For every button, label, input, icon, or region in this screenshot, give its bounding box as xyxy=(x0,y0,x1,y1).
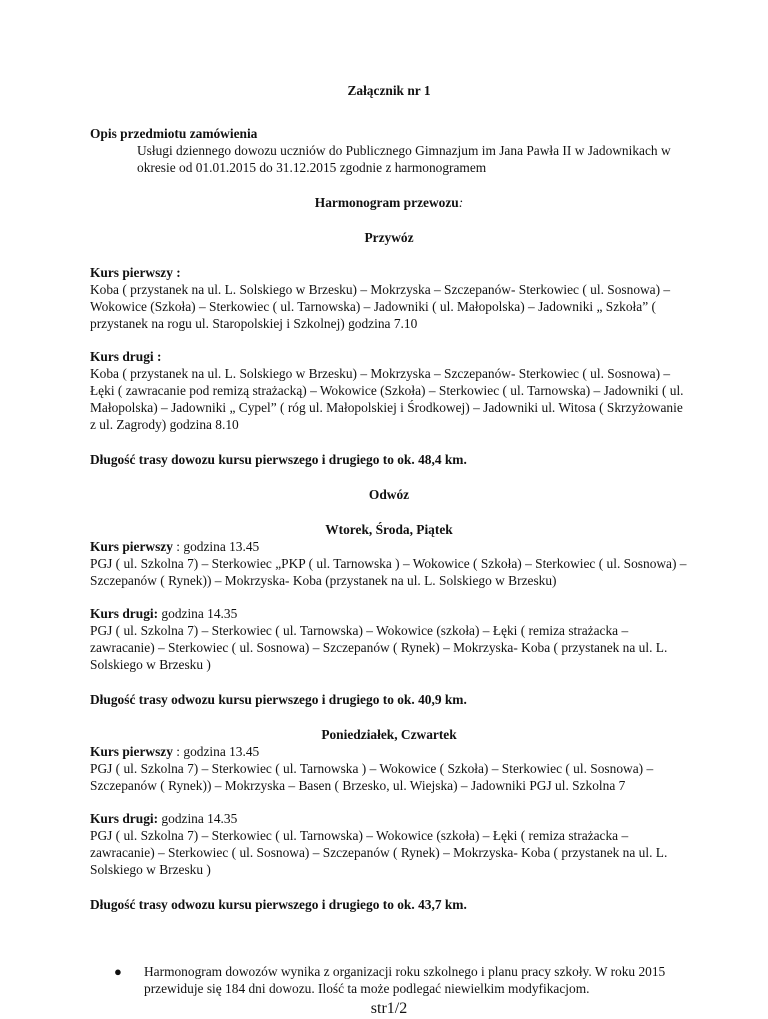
odwoz-group2-days: Poniedziałek, Czwartek xyxy=(321,727,457,742)
odwoz-heading: Odwóz xyxy=(368,487,410,502)
odwoz-group2-kurs2-label: Kurs drugi: xyxy=(90,811,159,826)
harmonogram-heading-colon: : xyxy=(458,195,464,210)
przywoz-kurs1-label: Kurs pierwszy : xyxy=(90,265,181,280)
odwoz-group2-kurs1-header xyxy=(90,743,688,760)
przywoz-kurs-pierwszy xyxy=(90,264,688,332)
harmonogram-heading-text: Harmonogram przewozu xyxy=(314,195,459,210)
page-number: str1/2 xyxy=(370,1000,408,1017)
opis-text: Usługi dziennego dowozu uczniów do Publicznego Gimnazjum im Jana Pawła II w Jadownikach w okresie od 01.01.2015 do 31.12.2015 zgodnie z harmonogramem xyxy=(137,143,671,175)
przywoz-kurs-drugi xyxy=(90,348,688,433)
odwoz-group2-kurs1-time: : godzina 13.45 xyxy=(172,744,260,759)
opis-heading: Opis przedmiotu zamówienia xyxy=(90,126,258,141)
odwoz-group1-kurs2-label: Kurs drugi: xyxy=(90,606,159,621)
przywoz-kurs1-text: Koba ( przystanek na ul. L. Solskiego w Brzesku) – Mokrzyska – Szczepanów- Sterkowiec ( ul. Sosnowa) – Wokowice (Szkoła) – Sterkowiec ( ul. Tarnowska) – Jadowniki ( ul. Małopolska) – Jadowniki „ Szkoła” ( przystanek na rogu ul. Staropolskiej i Szkolnej) godzina 7.10 xyxy=(90,282,671,331)
odwoz-group1-kurs-pierwszy xyxy=(90,538,688,589)
odwoz-group2-kurs-drugi xyxy=(90,810,688,878)
odwoz-group1-dlugosc: Długość trasy odwozu kursu pierwszego i drugiego to ok. 40,9 km. xyxy=(90,692,467,707)
note-list-item xyxy=(90,963,688,997)
odwoz-group1-kurs2-time: godzina 14.35 xyxy=(158,606,238,621)
przywoz-heading: Przywóz xyxy=(364,230,414,245)
document-title: Załącznik nr 1 xyxy=(347,83,431,98)
odwoz-group1-kurs2-header xyxy=(90,605,688,622)
odwoz-group1-kurs1-text: PGJ ( ul. Szkolna 7) – Sterkowiec „PKP ( ul. Tarnowska ) – Wokowice ( Szkoła) – Sterkowiec ( ul. Sosnowa) – Szczepanów ( Rynek)) – Mokrzyska- Koba (przystanek na ul. L. Solskiego w Brzesku) xyxy=(90,556,687,588)
odwoz-group1-days: Wtorek, Środa, Piątek xyxy=(325,522,453,537)
odwoz-group2-kurs2-text: PGJ ( ul. Szkolna 7) – Sterkowiec ( ul. Tarnowska) – Wokowice (szkoła) – Łęki ( remiza strażacka – zawracanie) – Sterkowiec ( ul. Sosnowa) – Szczepanów ( Rynek) – Mokrzyska- Koba ( przystanek na ul. L. Solskiego w Brzesku ) xyxy=(90,828,668,877)
note-text: Harmonogram dowozów wynika z organizacji roku szkolnego i planu pracy szkoły. W roku 2015 przewiduje się 184 dni dowozu. Ilość ta może podlegać niewielkim modyfikacjom. xyxy=(144,964,666,996)
przywoz-kurs2-label: Kurs drugi : xyxy=(90,349,162,364)
odwoz-group2-kurs2-time: godzina 14.35 xyxy=(158,811,238,826)
odwoz-group1-kurs2-text: PGJ ( ul. Szkolna 7) – Sterkowiec ( ul. Tarnowska) – Wokowice (szkoła) – Łęki ( remiza strażacka – zawracanie) – Sterkowiec ( ul. Sosnowa) – Szczepanów ( Rynek) – Mokrzyska- Koba ( przystanek na ul. L. Solskiego w Brzesku ) xyxy=(90,623,668,672)
przywoz-dlugosc: Długość trasy dowozu kursu pierwszego i drugiego to ok. 48,4 km. xyxy=(90,452,467,467)
odwoz-group1-kurs1-header xyxy=(90,538,688,555)
opis-section xyxy=(90,125,688,176)
harmonogram-heading xyxy=(90,194,688,211)
odwoz-group1-kurs-drugi xyxy=(90,605,688,673)
odwoz-group1-kurs1-label: Kurs pierwszy xyxy=(90,539,173,554)
odwoz-group2-kurs2-header xyxy=(90,810,688,827)
odwoz-group2-kurs-pierwszy xyxy=(90,743,688,794)
odwoz-group2-dlugosc: Długość trasy odwozu kursu pierwszego i drugiego to ok. 43,7 km. xyxy=(90,897,467,912)
odwoz-group1-kurs1-time: : godzina 13.45 xyxy=(172,539,260,554)
odwoz-group2-kurs1-text: PGJ ( ul. Szkolna 7) – Sterkowiec ( ul. Tarnowska ) – Wokowice ( Szkoła) – Sterkowiec ( ul. Sosnowa) – Szczepanów ( Rynek)) – Mokrzyska – Basen ( Brzesko, ul. Wiejska) – Jadowniki PGJ ul. Szkolna 7 xyxy=(90,761,654,793)
odwoz-group2-kurs1-label: Kurs pierwszy xyxy=(90,744,173,759)
przywoz-kurs2-text: Koba ( przystanek na ul. L. Solskiego w Brzesku) – Mokrzyska – Szczepanów- Sterkowiec ( ul. Sosnowa) – Łęki ( zawracanie pod remizą strażacką) – Wokowice (Szkoła) – Sterkowiec ( ul. Tarnowska) – Jadowniki ( ul. Małopolska) – Jadowniki „ Cypel” ( róg ul. Małopolskiej i Środkowej) – Jadowniki ul. Witosa ( Skrzyżowanie z ul. Zagrody) godzina 8.10 xyxy=(90,366,684,432)
bullet-icon: ● xyxy=(114,964,122,979)
